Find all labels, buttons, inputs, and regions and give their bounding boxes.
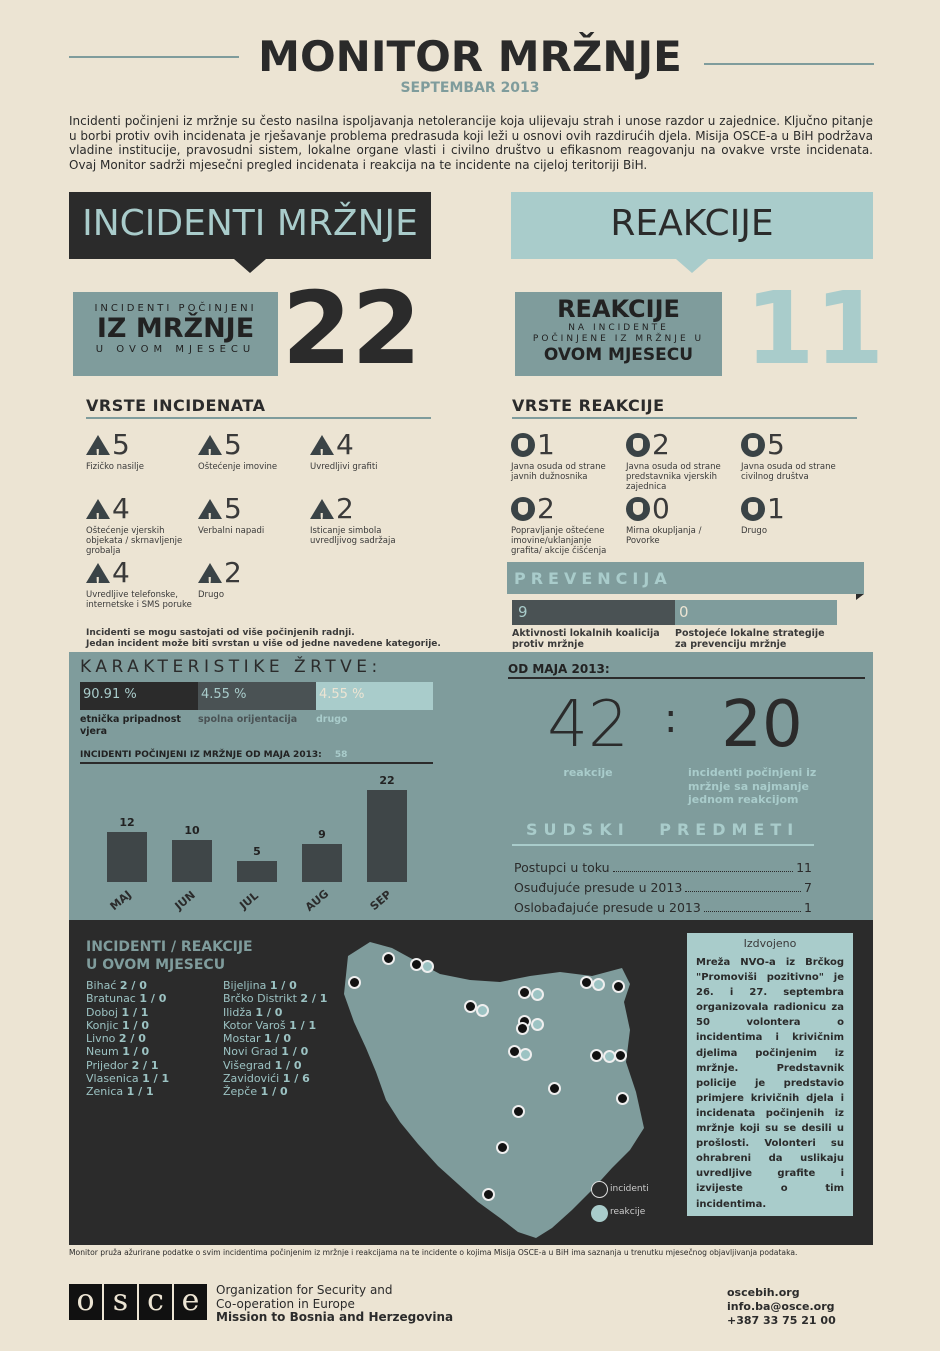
- city-entry: [223, 979, 327, 992]
- incident-type-label: Oštećenje vjerskih objekata / skrnavljenje grobalja: [86, 526, 183, 556]
- since-may-incidents: 20: [721, 688, 803, 762]
- bars-heading: [80, 750, 347, 760]
- reaction-type-count: [626, 494, 736, 524]
- city-count: 1 / 0: [260, 1085, 288, 1099]
- reaction-type-label: Javna osuda od strane civilnog društva: [741, 462, 836, 482]
- legend-reactions-icon: [591, 1205, 608, 1222]
- incidents-total: 22: [282, 270, 422, 387]
- bars-heading-rule: [80, 762, 433, 764]
- incident-types-rule: [86, 417, 431, 419]
- chart-bar-value: 10: [184, 824, 200, 838]
- city-entry: [223, 1019, 327, 1032]
- court-row-label: Osuđujuće presude u 2013: [514, 880, 683, 895]
- reaction-type-item: [511, 430, 621, 482]
- city-name: Neum: [86, 1045, 123, 1059]
- reaction-type-label: Javna osuda od strane javnih dužnosnika: [511, 462, 606, 482]
- city-name: Bijeljina: [223, 979, 270, 992]
- victims-segment: 4.55 %: [316, 682, 433, 710]
- incident-type-item: [86, 558, 196, 610]
- incident-type-item: [310, 494, 420, 546]
- incident-type-count: [310, 430, 420, 460]
- court-row: [514, 895, 812, 915]
- incident-type-count: [86, 430, 196, 460]
- prevention-label-a: Aktivnosti lokalnih koalicija protiv mržnje: [512, 628, 660, 650]
- incidents-box-mid: IZ MRŽNJE: [96, 313, 255, 344]
- reactions-banner-label: REAKCIJE: [610, 203, 774, 244]
- court-table: [514, 855, 812, 915]
- court-row-dots: [685, 891, 801, 892]
- victims-segment-label: drugo: [316, 714, 348, 725]
- city-entry: [86, 1072, 169, 1085]
- court-row: [514, 875, 812, 895]
- prevention-banner: [507, 562, 864, 594]
- city-count: 1 / 1: [126, 1085, 154, 1099]
- city-entry: [223, 1059, 327, 1072]
- reaction-type-label: Drugo: [741, 526, 768, 536]
- bars-heading-text: INCIDENTI POČINJENI IZ MRŽNJE OD MAJA 2013:: [80, 750, 322, 760]
- osce-logo-letter: c: [139, 1284, 172, 1320]
- incident-marker: [580, 976, 593, 989]
- court-row: [514, 855, 812, 875]
- city-entry: [223, 1072, 327, 1085]
- reactions-box-top: REAKCIJE: [557, 295, 680, 323]
- reaction-type-count: [511, 494, 621, 524]
- prevention-bar-a: 9: [512, 600, 675, 625]
- legend-reactions-label: reakcije: [610, 1207, 646, 1217]
- org-line-3: Mission to Bosnia and Herzegovina: [216, 1310, 454, 1324]
- incident-type-count: [86, 558, 196, 588]
- city-count: 1 / 0: [264, 1032, 292, 1046]
- city-entry: [86, 1006, 169, 1019]
- incident-marker: [496, 1141, 509, 1154]
- city-entry: [223, 1085, 327, 1098]
- reactions-box-bot: OVOM MJESECU: [543, 345, 694, 365]
- since-may-separator: :: [664, 696, 678, 742]
- reaction-type-item: [626, 430, 736, 492]
- city-name: Bihać: [86, 979, 120, 992]
- org-line-1: Organization for Security and: [216, 1283, 393, 1297]
- highlight-title: Izdvojeno: [743, 937, 797, 950]
- cities-list-left: [86, 979, 169, 1099]
- warning-icon: [198, 499, 222, 519]
- incident-marker: [516, 1022, 529, 1035]
- warning-icon: [310, 499, 334, 519]
- city-entry: [86, 1019, 169, 1032]
- city-entry: [223, 992, 327, 1005]
- city-entry: [223, 1006, 327, 1019]
- incidents-banner-label: INCIDENTI MRŽNJE: [82, 203, 418, 244]
- chart-category-label: MAJ: [107, 887, 134, 914]
- legend-incidents-label: incidenti: [610, 1184, 649, 1194]
- osce-logo-letter: o: [69, 1284, 102, 1320]
- reaction-type-value: 0: [652, 492, 670, 525]
- incident-note-1: Incidenti se mogu sastojati od više počinjenih radnji.: [86, 628, 355, 638]
- city-count: 2 / 1: [131, 1058, 159, 1072]
- osce-logo-letter: s: [104, 1284, 137, 1320]
- chart-bar: [172, 840, 212, 882]
- prevention-bar-b: 0: [675, 600, 837, 625]
- victims-bar-segments: [80, 682, 433, 710]
- since-may-incidents-label: incidenti počinjeni iz mržnje sa najmanje jednom reakcijom: [688, 766, 817, 806]
- reaction-type-value: 2: [537, 492, 555, 525]
- city-count: 1 / 0: [281, 1045, 309, 1059]
- contact-info: [727, 1286, 836, 1328]
- city-count: 2 / 0: [118, 1032, 146, 1046]
- hand-icon: [741, 433, 765, 457]
- incidents-box-bot: U OVOM MJESECU: [95, 344, 256, 355]
- warning-icon: [86, 499, 110, 519]
- court-row-value: 7: [804, 880, 812, 895]
- reaction-marker: [531, 988, 544, 1001]
- city-count: 1 / 0: [122, 1045, 150, 1059]
- reaction-type-value: 5: [767, 428, 785, 461]
- intro-text: Incidenti počinjeni iz mržnje su često nasilna ispoljavanja netolerancije koja ulijevaju strah i unose razdor u zajednice. Ključno pitanje u borbi protiv ovih incidenata je rješavanje problema predrasuda koji leži u osnovi ovih razdirućih djela. Misija OSCE-a u BiH podržava vladine institucije, pravosudni sistem, lokalne organe vlasti i civilno društvo u efikasnom reagovanju na ovakve vrste incidenata. Ovaj Monitor sadrži mjesečni pregled incidenata i reakcija na te incidente na cijeloj teritoriji BiH.: [69, 114, 873, 172]
- reaction-type-label: Popravljanje oštećene imovine/uklanjanje grafita/ akcije čišćenja: [511, 526, 607, 556]
- reaction-marker: [519, 1048, 532, 1061]
- court-row-value: 1: [804, 900, 812, 915]
- incident-marker: [612, 980, 625, 993]
- incident-type-count: [310, 494, 420, 524]
- reaction-type-value: 2: [652, 428, 670, 461]
- map-heading: [86, 938, 253, 974]
- incidents-box-top: INCIDENTI POČINJENI: [94, 303, 257, 314]
- city-entry: [86, 1059, 169, 1072]
- incident-type-value: 2: [336, 492, 354, 525]
- incident-marker: [482, 1188, 495, 1201]
- incident-type-label: Verbalni napadi: [198, 526, 265, 536]
- victims-segment-label: spolna orijentacija: [198, 714, 298, 725]
- city-name: Zavidovići: [223, 1072, 283, 1086]
- highlight-box: [687, 933, 853, 1216]
- reaction-marker: [476, 1004, 489, 1017]
- reaction-types-rule: [512, 417, 857, 419]
- incident-marker: [382, 952, 395, 965]
- reaction-type-count: [626, 430, 736, 460]
- incident-type-count: [198, 430, 308, 460]
- city-name: Kotor Varoš: [223, 1018, 290, 1032]
- city-entry: [86, 992, 169, 1005]
- incident-marker: [590, 1049, 603, 1062]
- court-row-dots: [613, 871, 794, 872]
- incident-type-item: [310, 430, 420, 472]
- incident-marker: [518, 986, 531, 999]
- osce-logo: [69, 1284, 211, 1324]
- page-subtitle: SEPTEMBAR 2013: [400, 80, 540, 96]
- prevention-label-b: Postojeće lokalne strategije za prevenciju mržnje: [675, 628, 825, 650]
- reactions-banner-arrow: [676, 259, 708, 273]
- chart-category-label: SEP: [367, 887, 394, 914]
- chart-bar: [107, 832, 147, 882]
- court-rule: [512, 844, 814, 846]
- victims-heading: KARAKTERISTIKE ŽRTVE:: [80, 657, 382, 677]
- incident-types-heading: VRSTE INCIDENATA: [86, 396, 266, 415]
- incident-type-label: Uvredljive telefonske, internetske i SMS poruke: [86, 590, 192, 610]
- legend-incidents-icon: [591, 1181, 608, 1198]
- bars-total: 58: [334, 750, 348, 760]
- city-name: Livno: [86, 1032, 119, 1046]
- court-row-label: Oslobađajuće presude u 2013: [514, 900, 701, 915]
- city-count: 1 / 6: [282, 1072, 310, 1086]
- incident-marker: [616, 1092, 629, 1105]
- reactions-box-mid: NA INCIDENTE POČINJENE IZ MRŽNJE U: [532, 323, 705, 344]
- warning-icon: [310, 435, 334, 455]
- city-name: Vlasenica: [86, 1072, 143, 1086]
- chart-bar: [237, 861, 277, 882]
- incident-type-value: 4: [112, 556, 130, 589]
- victims-segment: 90.91 %: [80, 682, 198, 710]
- reactions-banner: [511, 192, 873, 259]
- contact-web[interactable]: oscebih.org: [727, 1286, 800, 1299]
- chart-category-label: AUG: [302, 887, 332, 914]
- incident-type-label: Oštećenje imovine: [198, 462, 278, 472]
- incident-type-value: 5: [224, 428, 242, 461]
- incidents-total-box: [73, 292, 278, 376]
- city-name: Novi Grad: [223, 1045, 282, 1059]
- city-count: 1 / 0: [139, 992, 167, 1006]
- city-entry: [86, 1032, 169, 1045]
- reaction-type-count: [511, 430, 621, 460]
- reactions-total-box: [515, 292, 722, 376]
- incident-type-item: [198, 494, 308, 536]
- since-may-rule: [508, 677, 865, 679]
- incident-note-2: Jedan incident može biti svrstan u više od jedne navedene kategorije.: [86, 639, 441, 649]
- map-heading-1: INCIDENTI / REAKCIJE: [86, 939, 253, 955]
- city-count: 1 / 0: [122, 1018, 150, 1032]
- chart-bar: [302, 844, 342, 882]
- reaction-type-item: [511, 494, 621, 556]
- cities-list-right: [223, 979, 327, 1099]
- reaction-marker: [421, 960, 434, 973]
- hand-icon: [626, 433, 650, 457]
- incident-type-item: [198, 430, 308, 472]
- incidents-banner-arrow: [234, 259, 266, 273]
- warning-icon: [198, 435, 222, 455]
- court-row-value: 11: [796, 860, 812, 875]
- city-count: 1 / 1: [121, 1005, 149, 1019]
- city-entry: [223, 1045, 327, 1058]
- hand-icon: [511, 433, 535, 457]
- warning-icon: [86, 435, 110, 455]
- city-count: 1 / 0: [269, 979, 297, 992]
- incident-type-label: Uvredljivi grafiti: [310, 462, 378, 472]
- court-heading: SUDSKI PREDMETI: [526, 820, 800, 839]
- reaction-marker: [592, 978, 605, 991]
- since-may-reactions-label: reakcije: [563, 766, 613, 779]
- city-count: 2 / 1: [300, 992, 328, 1006]
- footer-note: Monitor pruža ažurirane podatke o svim incidentima počinjenim iz mržnje i reakcijama na te incidente o kojima Misija OSCE-a u BiH ima saznanja u trenutku mjesečnog objavljivanja podataka.: [69, 1248, 798, 1257]
- reaction-type-count: [741, 494, 851, 524]
- incident-type-label: Drugo: [198, 590, 225, 600]
- city-name: Žepče: [223, 1085, 261, 1099]
- victims-bar: [80, 682, 433, 710]
- city-count: 2 / 0: [119, 979, 147, 992]
- incident-type-item: [86, 430, 196, 472]
- chart-bar-value: 12: [119, 815, 135, 829]
- reactions-total: 11: [745, 270, 885, 387]
- incident-type-item: [198, 558, 308, 600]
- since-may-reactions: 42: [547, 688, 629, 762]
- city-name: Višegrad: [223, 1058, 275, 1072]
- hand-icon: [511, 497, 535, 521]
- court-row-label: Postupci u toku: [514, 860, 610, 875]
- reaction-type-label: Mirna okupljanja / Povorke: [626, 526, 702, 546]
- city-count: 1 / 0: [255, 1005, 283, 1019]
- incident-marker: [348, 976, 361, 989]
- victims-segment-label: etnička pripadnost vjera: [80, 714, 181, 737]
- org-line-2: Co-operation in Europe: [216, 1296, 355, 1311]
- org-name: [216, 1284, 453, 1325]
- chart-bar-value: 9: [318, 828, 326, 842]
- since-may-heading: OD MAJA 2013:: [508, 662, 610, 676]
- contact-email[interactable]: info.ba@osce.org: [727, 1300, 835, 1313]
- highlight-text: Mreža NVO-a iz Brčkog "Promoviši pozitivno" je 26. i 27. septembra organizovala radionicu za 50 volontera o incidentima i krivičnim djelima počinjenim iz mržnje. Predstavnik policije je predstavio primjere krivičnih djela i incidenata počinjenih iz mržnje koji su se desili u prošlosti. Volonteri su ohrabreni da uslikaju uvredljive grafite i izvijeste o tim incidentima.: [696, 957, 844, 1210]
- reaction-type-count: [741, 430, 851, 460]
- contact-phone: +387 33 75 21 00: [727, 1314, 836, 1327]
- city-count: 1 / 1: [289, 1018, 317, 1032]
- incident-type-label: Isticanje simbola uvredljivog sadržaja: [310, 526, 396, 546]
- city-count: 1 / 0: [274, 1058, 302, 1072]
- reaction-type-item: [741, 430, 851, 482]
- chart-category-label: JUN: [172, 888, 198, 913]
- reaction-type-value: 1: [767, 492, 785, 525]
- incident-type-value: 4: [112, 492, 130, 525]
- city-entry: [86, 979, 169, 992]
- court-row-dots: [704, 911, 801, 912]
- incident-type-value: 2: [224, 556, 242, 589]
- reaction-marker: [603, 1050, 616, 1063]
- incident-type-item: [86, 494, 196, 556]
- city-entry: [86, 1045, 169, 1058]
- reaction-type-item: [741, 494, 851, 536]
- victims-segment: 4.55 %: [198, 682, 316, 710]
- chart-category-label: JUL: [237, 889, 261, 912]
- warning-icon: [86, 563, 110, 583]
- chart-bar-value: 5: [253, 845, 261, 859]
- city-count: 1 / 1: [142, 1072, 170, 1086]
- prevention-heading: PREVENCIJA: [514, 569, 672, 588]
- city-name: Ilidža: [223, 1005, 256, 1019]
- city-name: Mostar: [223, 1032, 265, 1046]
- city-entry: [86, 1085, 169, 1098]
- warning-icon: [198, 563, 222, 583]
- reaction-types-heading: VRSTE REAKCIJE: [512, 396, 665, 415]
- incident-type-count: [86, 494, 196, 524]
- monthly-incidents-chart: [80, 770, 433, 915]
- osce-logo-letter: e: [174, 1284, 207, 1320]
- reaction-marker: [531, 1018, 544, 1031]
- page-title: MONITOR MRŽNJE: [258, 32, 682, 81]
- incident-type-label: Fizičko nasilje: [86, 462, 144, 472]
- reaction-type-label: Javna osuda od strane predstavnika vjerskih zajednica: [626, 462, 721, 492]
- incident-marker: [512, 1105, 525, 1118]
- city-name: Zenica: [86, 1085, 127, 1099]
- hand-icon: [741, 497, 765, 521]
- map-heading-2: U OVOM MJESECU: [86, 957, 226, 973]
- city-name: Bratunac: [86, 992, 140, 1006]
- incident-type-value: 5: [112, 428, 130, 461]
- incident-marker: [548, 1082, 561, 1095]
- hand-icon: [626, 497, 650, 521]
- city-name: Brčko Distrikt: [223, 992, 301, 1006]
- city-name: Konjic: [86, 1018, 123, 1032]
- chart-bar-value: 22: [379, 774, 395, 787]
- incident-type-count: [198, 558, 308, 588]
- reaction-type-value: 1: [537, 428, 555, 461]
- reaction-type-item: [626, 494, 736, 546]
- incidents-banner: [69, 192, 431, 259]
- incident-type-value: 4: [336, 428, 354, 461]
- city-name: Doboj: [86, 1005, 122, 1019]
- city-entry: [223, 1032, 327, 1045]
- incident-type-value: 5: [224, 492, 242, 525]
- chart-bar: [367, 790, 407, 882]
- city-name: Prijedor: [86, 1058, 132, 1072]
- prevention-fold: [856, 594, 864, 600]
- incident-type-count: [198, 494, 308, 524]
